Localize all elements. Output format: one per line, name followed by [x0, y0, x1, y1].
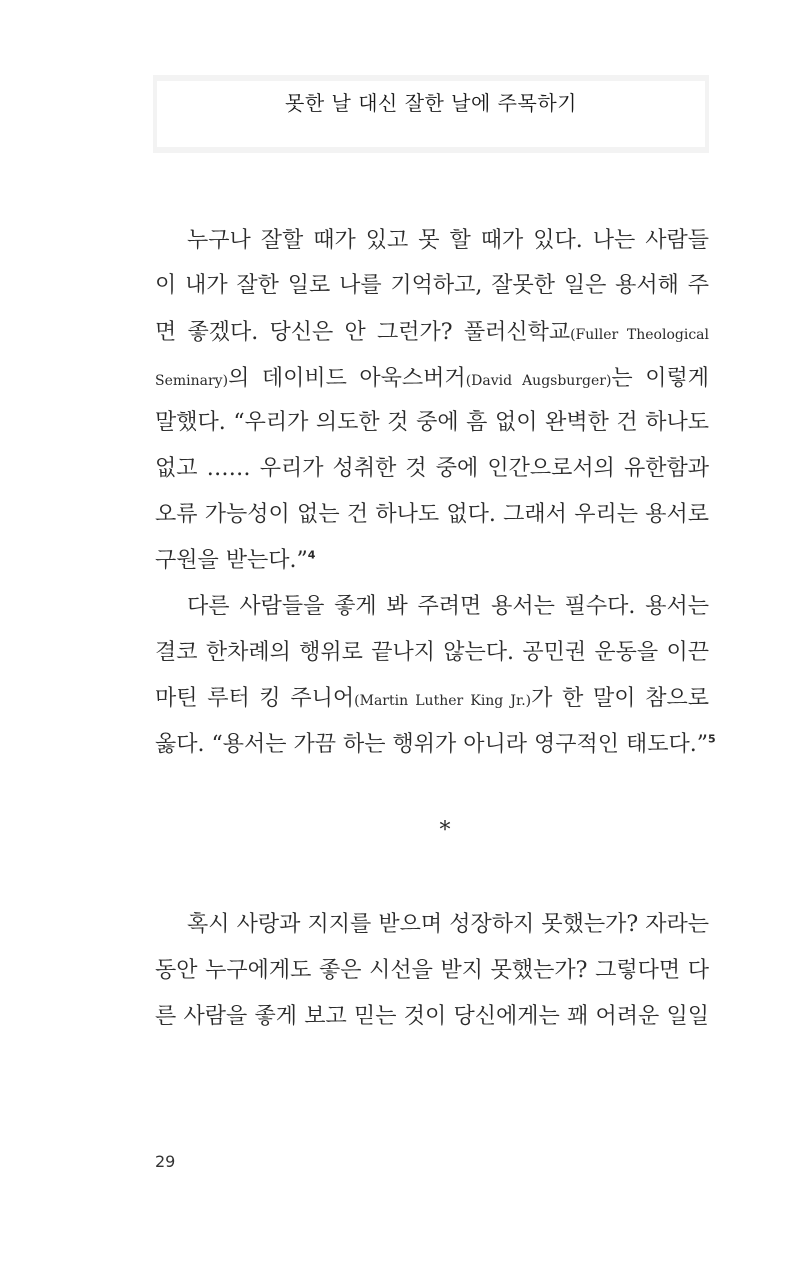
text-segment: 마틴 루터 킹 주니어: [155, 686, 355, 711]
paragraph-2-line-3: [155, 684, 709, 714]
paragraph-2-line-2: 결코 한차례의 행위로 끝나지 않는다. 공민권 운동을 이끈: [155, 640, 709, 665]
text-segment: 는 이렇게: [611, 366, 709, 391]
text-segment: 구원을 받는다.”: [155, 548, 308, 573]
paragraph-3-line-1: 혹시 사랑과 지지를 받으며 성장하지 못했는가? 자라는: [187, 912, 709, 937]
text-segment: 의 데이비드 아욱스버거: [228, 366, 466, 391]
section-separator: *: [439, 818, 451, 843]
paragraph-1-line-6: 없고 …… 우리가 성취한 것 중에 인간으로서의 유한함과: [155, 456, 709, 481]
paragraph-2-line-1: 다른 사람들을 좋게 봐 주려면 용서는 필수다. 용서는: [187, 594, 709, 619]
chapter-header-inner: [157, 81, 705, 147]
latin-name: (Martin Luther King Jr.): [354, 693, 532, 709]
chapter-header: [153, 75, 709, 153]
text-segment: 옳다. “용서는 가끔 하는 행위가 아니라 영구적인 태도다.”: [155, 732, 708, 757]
paragraph-1-line-7: 오류 가능성이 없는 건 하나도 없다. 그래서 우리는 용서로: [155, 502, 709, 527]
text-segment: 가 한 말이 참으로: [531, 686, 710, 711]
paragraph-1-line-3: [155, 318, 709, 348]
chapter-title: 못한 날 대신 잘한 날에 주목하기: [285, 91, 577, 115]
paragraph-1-line-4: [155, 364, 709, 394]
paragraph-1-line-8: [155, 546, 709, 576]
text-segment: 면 좋겠다. 당신은 안 그런가? 풀러신학교: [155, 320, 571, 345]
paragraph-1-line-2: 이 내가 잘한 일로 나를 기억하고, 잘못한 일은 용서해 주: [155, 273, 709, 298]
page-number: 29: [155, 1152, 176, 1171]
paragraph-1-line-1: 누구나 잘할 때가 있고 못 할 때가 있다. 나는 사람들: [187, 228, 709, 253]
paragraph-3-line-2: 동안 누구에게도 좋은 시선을 받지 못했는가? 그렇다면 다: [155, 958, 709, 983]
latin-name: (David Augsburger): [465, 373, 612, 389]
footnote-marker: 4: [307, 548, 316, 562]
paragraph-3-line-3: 른 사람을 좋게 보고 믿는 것이 당신에게는 꽤 어려운 일일: [155, 1004, 709, 1029]
latin-name: Seminary): [155, 373, 229, 389]
footnote-marker: 5: [707, 732, 716, 746]
latin-name: (Fuller Theological: [570, 327, 709, 343]
paragraph-2-line-4: [155, 730, 716, 760]
paragraph-1-line-5: 말했다. “우리가 의도한 것 중에 흠 없이 완벽한 건 하나도: [155, 410, 709, 435]
